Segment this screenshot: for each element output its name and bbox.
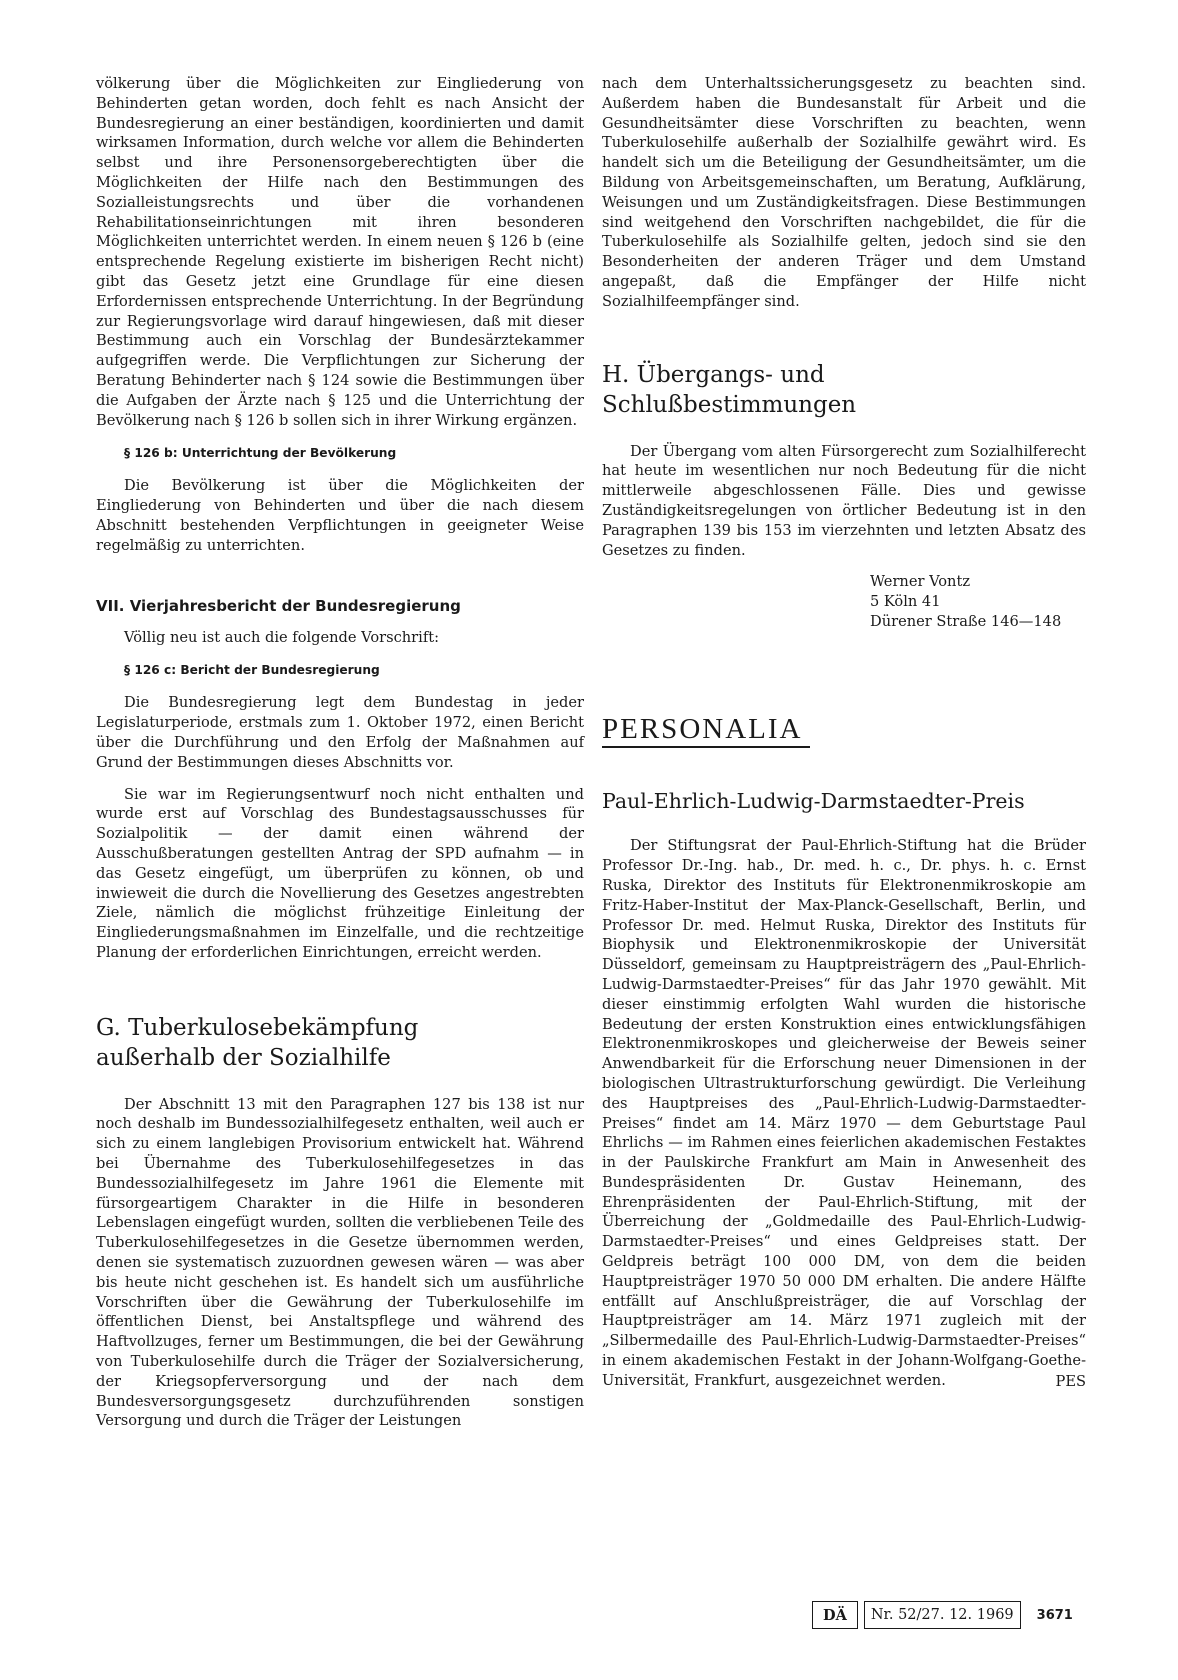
- section-g-text: Der Abschnitt 13 mit den Paragraphen 127 bis 138 ist nur noch deshalb im Bundessozialhilfegesetz enthalten, weil auch er sich zu einem langlebigen Provisorium entwickelt hat. Während bei Übernahme des Tuberkulosehilfegesetzes in das Bundessozialhilfegesetz im Jahre 1961 die Elemente mit fürsorgeartigem Charakter in die Hilfe in besonderen Lebenslagen eingefügt wurden, sollten die verbliebenen Teile des Tuberkulosehilfegesetzes in die Gesetze übernommen werden, denen sie systematisch zuzuordnen gewesen wären — was aber bis heute nicht geschehen ist. Es handelt sich um ausführliche Vorschriften über die Gewährung der Tuberkulosehilfe im öffentlichen Dienst, bei Anstaltspflege und während des Haftvollzuges, ferner um Bestimmungen, die bei der Gewährung von Tuberkulosehilfe durch die Träger der Sozialversicherung, der Kriegsopferversorgung und der nach dem Bundesversorgungsgesetz durchzuführenden sonstigen Versorgung und durch die Träger der Leistungen: [96, 1095, 584, 1430]
- paragraph-126b-text: Die Bevölkerung ist über die Möglichkeiten der Eingliederung von Behinderten und über die nach diesem Abschnitt bestehenden Verpflichtungen in geeigneter Weise regelmäßig zu unterrichten.: [96, 477, 584, 554]
- page-number: 3671: [1036, 1607, 1073, 1623]
- author-initials: PES: [1055, 1372, 1086, 1390]
- section-g-heading-line2: außerhalb der Sozialhilfe: [96, 1044, 391, 1071]
- page-footer: [812, 1600, 1073, 1630]
- paragraph-126c-text: Die Bundesregierung legt dem Bundestag in jeder Legislaturperiode, erstmals zum 1. Oktober 1972, einen Bericht über die Durchführung und den Erfolg der Maßnahmen auf Grund der Bestimmungen dieses Abschnitts vor.: [96, 694, 584, 771]
- section-g-heading: [96, 1013, 584, 1073]
- issue-number: Nr. 52/27. 12. 1969: [864, 1601, 1021, 1629]
- prize-text: Der Stiftungsrat der Paul-Ehrlich-Stiftung hat die Brüder Professor Dr.-Ing. hab., Dr. med. h. c., Dr. phys. h. c. Ernst Ruska, Direktor des Instituts für Elektronenmikroskopie am Fritz-Haber-Institut der Max-Planck-Gesellschaft, Berlin, und Professor Dr. med. Helmut Ruska, Direktor des Instituts für Biophysik und Elektronenmikroskopie der Universität Düsseldorf, gemeinsam zu Hauptpreisträgern des „Paul-Ehrlich-Ludwig-Darmstaedter-Preises“ für das Jahr 1970 gewählt. Mit dieser einstimmig erfolgten Wahl wurden die historische Bedeutung der ersten Konstruktion eines entwicklungsfähigen Elektronenmikroskopes und gleicherweise der Beweis seiner Anwendbarkeit für die Erforschung neuer Dimensionen in der biologischen Ultrastrukturforschung gewürdigt. Die Verleihung des Hauptpreises des „Paul-Ehrlich-Ludwig-Darmstaedter-Preises“ findet am 14. März 1970 — dem Geburtstage Paul Ehrlichs — im Rahmen eines feierlichen akademischen Festaktes in der Paulskirche Frankfurt am Main in Anwesenheit des Bundespräsidenten Dr. Gustav Heinemann, des Ehrenpräsidenten der Paul-Ehrlich-Stiftung, mit der Überreichung der „Goldmedaille des Paul-Ehrlich-Ludwig-Darmstaedter-Preises“ und eines Geldpreises statt. Der Geldpreis beträgt 100 000 DM, von dem die beiden Hauptpreisträger 1970 50 000 DM erhalten. Die andere Hälfte entfällt auf Anschlußpreisträger, die auf Vorschlag der Hauptpreisträger am 14. März 1971 zugleich mit der „Silbermedaille des Paul-Ehrlich-Ludwig-Darmstaedter-Preises“ in einem akademischen Festakt in der Johann-Wolfgang-Goethe-Universität, Frankfurt, ausgezeichnet werden.: [602, 837, 1086, 1389]
- section-h-heading-line2: Schlußbestimmungen: [602, 391, 857, 418]
- paragraph-126b-heading: § 126 b: Unterrichtung der Bevölkerung: [124, 446, 397, 461]
- personalia-heading: PERSONALIA: [602, 712, 810, 748]
- left-column: [96, 74, 584, 1431]
- author-city: 5 Köln 41: [870, 593, 941, 611]
- paragraph-126c-heading: § 126 c: Bericht der Bundesregierung: [124, 663, 380, 678]
- intro-paragraph: völkerung über die Möglichkeiten zur Eingliederung von Behinderten getan worden, doch fehlt es nach Ansicht der Bundesregierung an einer beständigen, koordinierten und damit wirksamen Information, durch welche vor allem die Behinderten selbst und ihre Personensorgeberechtigten über die Möglichkeiten der Hilfe nach den Bestimmungen des Sozialleistungsrechts und über die vorhandenen Rehabilitationseinrichtungen mit ihren besonderen Möglichkeiten unterrichtet werden. In einem neuen § 126 b (eine entsprechende Regelung existierte im bisherigen Recht nicht) gibt das Gesetz jetzt eine Grundlage für eine diesen Erfordernissen entsprechende Unterrichtung. In der Begründung zur Regierungsvorlage wird darauf hingewiesen, daß mit dieser Bestimmung auch ein Vorschlag der Bundesärztekammer aufgegriffen werde. Die Verpflichtungen zur Sicherung der Beratung Behinderter nach § 124 sowie die Bestimmungen über die Aufgaben der Ärzte nach § 125 und die Unterrichtung der Bevölkerung nach § 126 b sollen sich in ihrer Wirkung ergänzen.: [96, 75, 584, 429]
- author-signature: [870, 572, 1086, 632]
- author-name: Werner Vontz: [870, 573, 971, 591]
- section-vii-heading: VII. Vierjahresbericht der Bundesregierung: [96, 596, 461, 615]
- section-vii-intro: Völlig neu ist auch die folgende Vorschrift:: [124, 628, 439, 646]
- right-column: [602, 74, 1086, 1391]
- section-h-heading: [602, 360, 1086, 420]
- section-h-text: Der Übergang vom alten Fürsorgerecht zum Sozialhilferecht hat heute im wesentlichen nur noch Bedeutung für die nicht mittlerweile abgeschlossenen Fälle. Dies und gewisse Zuständigkeitsregelungen von örtlicher Bedeutung ist in den Paragraphen 139 bis 153 im vierzehnten und letzten Absatz des Gesetzes zu finden.: [602, 442, 1086, 559]
- prize-heading: Paul-Ehrlich-Ludwig-Darmstaedter-Preis: [602, 789, 1025, 814]
- section-h-heading-line1: H. Übergangs- und: [602, 361, 825, 388]
- journal-logo: DÄ: [812, 1601, 858, 1629]
- paragraph-126c-commentary: Sie war im Regierungsentwurf noch nicht enthalten und wurde erst auf Vorschlag des Bundestagsausschusses für Sozialpolitik — der damit einen während der Ausschußberatungen gestellten Antrag der SPD aufnahm — in das Gesetz eingefügt, um überprüfen zu können, ob und inwieweit die durch die Novellierung des Gesetzes angestrebten Ziele, nämlich die möglichst frühzeitige Einleitung der Eingliederungsmaßnahmen im Einzelfalle, und die rechtzeitige Planung der erforderlichen Einrichtungen, erreicht werden.: [96, 785, 584, 961]
- section-g-heading-line1: G. Tuberkulosebekämpfung: [96, 1014, 419, 1041]
- continued-paragraph: nach dem Unterhaltssicherungsgesetz zu beachten sind. Außerdem haben die Bundesanstalt für Arbeit und die Gesundheitsämter diese Vorschriften zu beachten, wenn Tuberkulosehilfe außerhalb der Sozialhilfe gewährt wird. Es handelt sich um die Beteiligung der Gesundheitsämter, um die Bildung von Arbeitsgemeinschaften, um Beratung, Aufklärung, Weisungen und um Zuständigkeitsfragen. Diese Bestimmungen sind weitgehend den Vorschriften nachgebildet, die für die Tuberkulosehilfe als Sozialhilfe gelten, jedoch sind sie den Besonderheiten der anderen Träger und dem Umstand angepaßt, daß die Empfänger der Hilfe nicht Sozialhilfeempfänger sind.: [602, 75, 1086, 310]
- author-street: Dürener Straße 146—148: [870, 613, 1062, 631]
